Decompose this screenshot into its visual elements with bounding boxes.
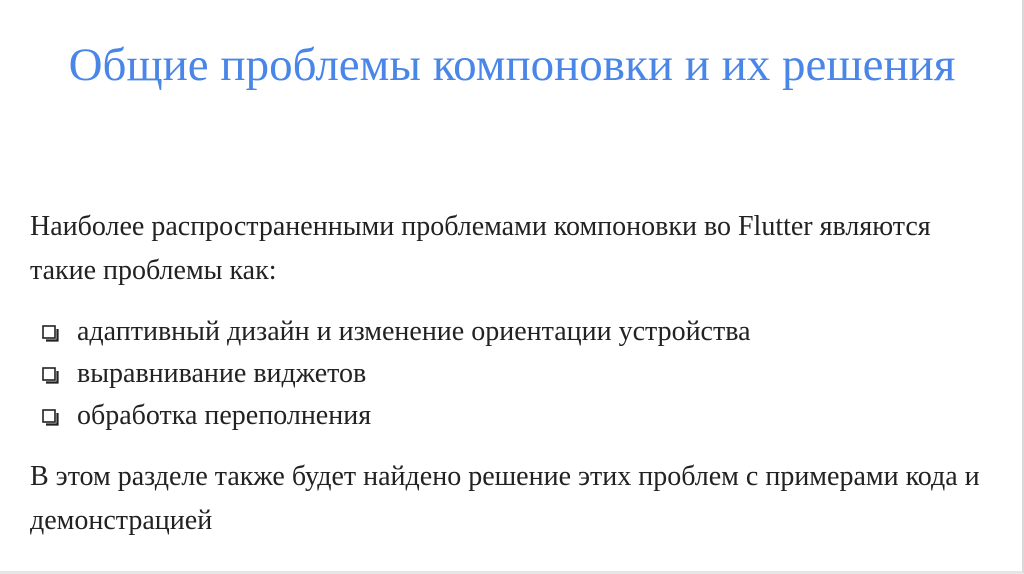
checkbox-bullet-icon bbox=[42, 409, 59, 426]
bullet-text: выравнивание виджетов bbox=[77, 358, 367, 389]
checkbox-bullet-icon bbox=[42, 367, 59, 384]
bullet-item bbox=[42, 353, 751, 395]
intro-paragraph: Наиболее распространенными проблемами компоновки во Flutter являются такие проблемы как: bbox=[30, 211, 931, 286]
checkbox-bullet-icon bbox=[42, 325, 59, 342]
slide-title: Общие проблемы компоновки и их решения bbox=[68, 39, 956, 91]
bullet-item bbox=[42, 395, 751, 437]
outro-paragraph: В этом разделе также будет найдено решение этих проблем с примерами кода и демонстрацией bbox=[30, 461, 980, 536]
bullet-text: обработка переполнения bbox=[77, 400, 372, 431]
bullet-item bbox=[42, 311, 751, 353]
bullet-text: адаптивный дизайн и изменение ориентации устройства bbox=[77, 316, 751, 347]
bullet-list bbox=[42, 311, 751, 437]
